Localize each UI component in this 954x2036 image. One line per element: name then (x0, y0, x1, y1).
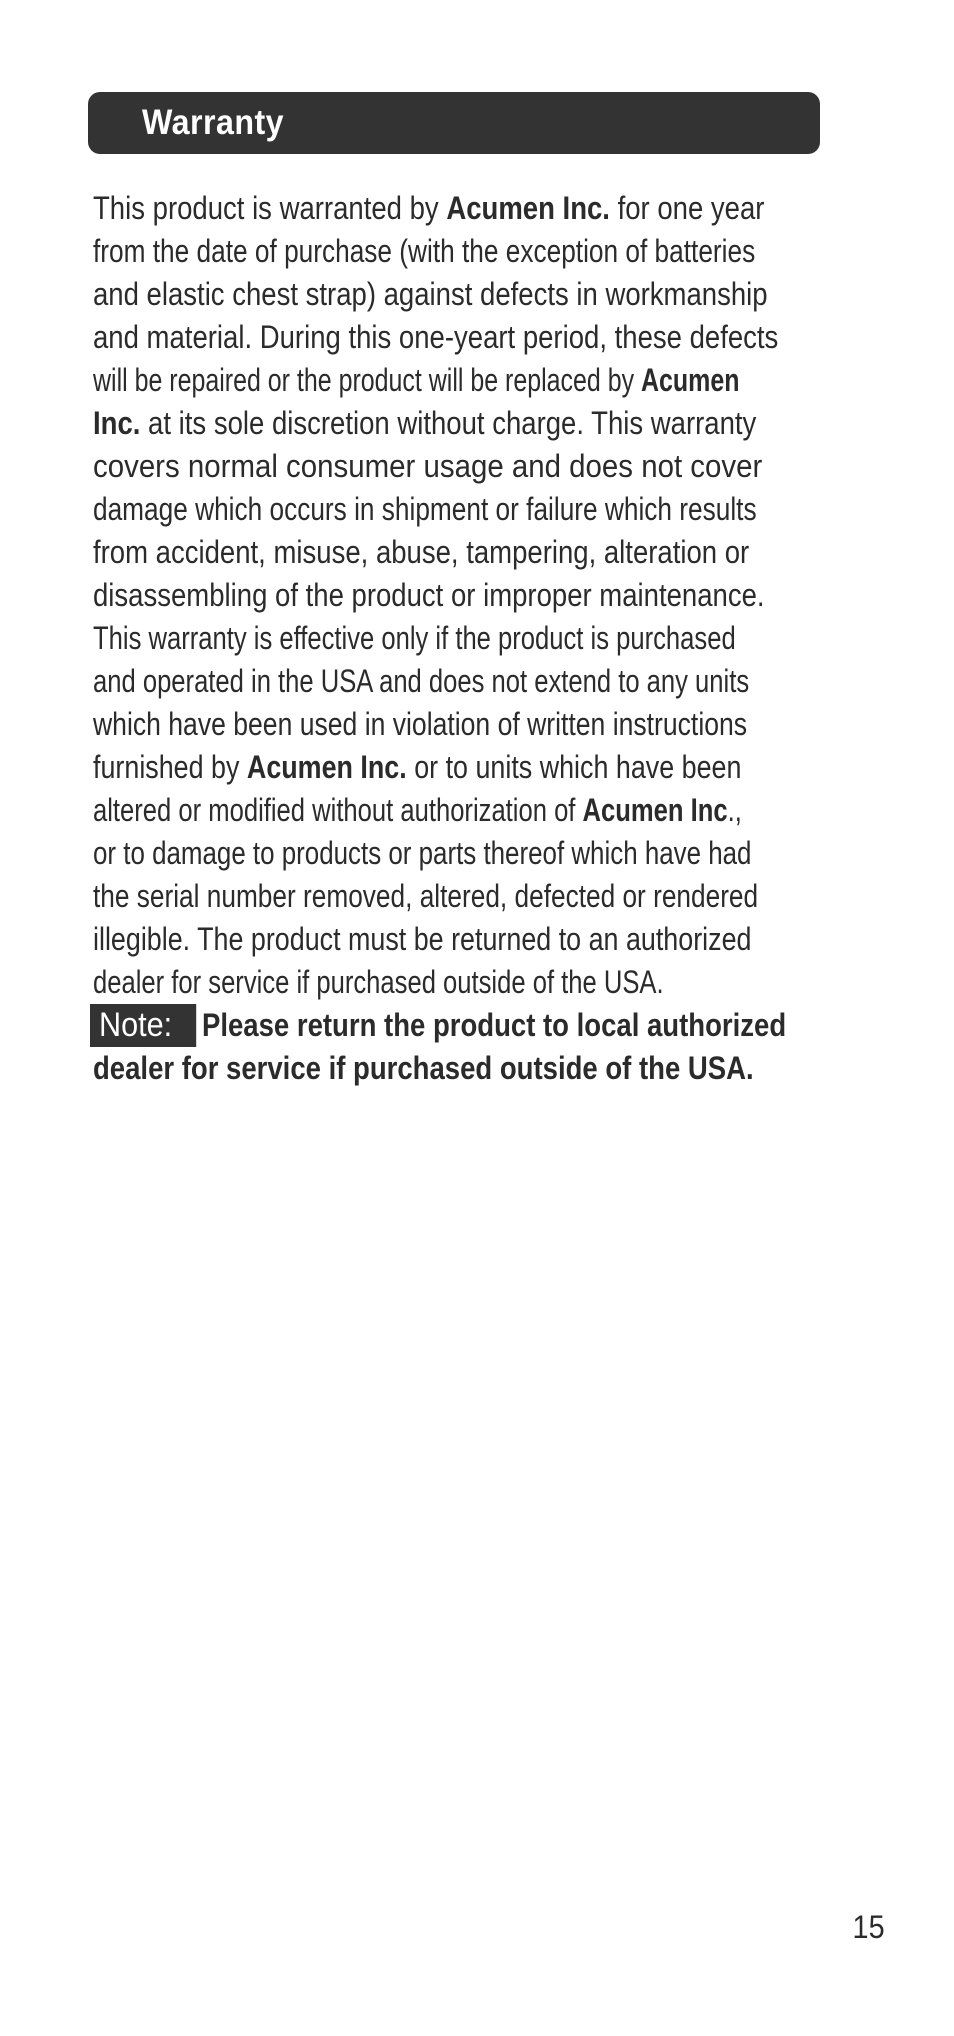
paragraph-line: This warranty is effective only if the product is purchased (93, 620, 736, 656)
paragraph-line: damage which occurs in shipment or failure which results (93, 491, 757, 527)
note-text-line: dealer for service if purchased outside of the USA. (93, 1050, 754, 1086)
paragraph-line: disassembling of the product or improper maintenance. (93, 577, 765, 613)
section-title: Warranty (142, 103, 285, 142)
note-block (90, 1004, 873, 1047)
paragraph-line: Inc. at its sole discretion without charge. This warranty (93, 405, 757, 441)
paragraph-line: the serial number removed, altered, defected or rendered (93, 878, 759, 914)
paragraph-line: dealer for service if purchased outside of the USA. (93, 964, 664, 1000)
paragraph-line: or to damage to products or parts thereof which have had (93, 835, 752, 871)
paragraph-line: This product is warranted by Acumen Inc. for one year (93, 190, 765, 226)
paragraph-line: covers normal consumer usage and does not cover (93, 448, 763, 484)
paragraph-line: altered or modified without authorization of Acumen Inc., (93, 792, 742, 828)
paragraph-line: and material. During this one-yeart period, these defects (93, 319, 779, 355)
paragraph-line: from accident, misuse, abuse, tampering, alteration or (93, 534, 750, 570)
paragraph-line: furnished by Acumen Inc. or to units which have been (93, 749, 742, 785)
paragraph-line: and operated in the USA and does not extend to any units (93, 663, 750, 699)
warranty-paragraph (93, 187, 873, 1090)
page-number: 15 (852, 1909, 885, 1945)
note-label: Note: (90, 1004, 196, 1047)
note-text-line: Please return the product to local authorized (202, 1007, 787, 1043)
paragraph-line: from the date of purchase (with the exception of batteries (93, 233, 756, 269)
paragraph-line: and elastic chest strap) against defects in workmanship (93, 276, 768, 312)
paragraph-line: which have been used in violation of written instructions (93, 706, 748, 742)
paragraph-line: will be repaired or the product will be replaced by Acumen (93, 362, 740, 398)
section-header-bar (88, 92, 820, 154)
paragraph-line: illegible. The product must be returned to an authorized (93, 921, 752, 957)
